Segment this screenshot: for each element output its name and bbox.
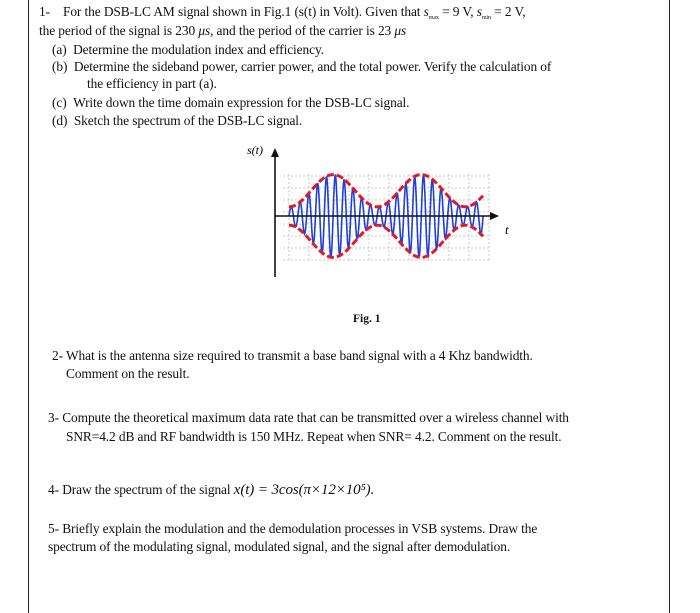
x-axis-label: t <box>505 222 509 237</box>
part-b-text: Determine the sideband power, carrier power, and the total power. Verify the calculation of <box>73 59 552 74</box>
q4-line <box>48 482 374 499</box>
part-d-label: (d) <box>52 113 68 128</box>
smin-subscript: min <box>481 15 491 21</box>
smax-subscript: max <box>428 15 439 21</box>
y-axis-label: s(t) <box>247 143 263 157</box>
part-b-text-2: the efficiency in part (a). <box>87 76 217 91</box>
q1-number: 1- <box>39 4 50 19</box>
q1-part-c <box>52 95 409 111</box>
part-d-text: Sketch the spectrum of the DSB-LC signal. <box>73 113 303 128</box>
q2-line2: Comment on the result. <box>66 366 190 381</box>
figure-1 <box>247 142 513 297</box>
smin-symbol: s <box>476 4 482 19</box>
q5-line2: spectrum of the modulating signal, modulated signal, and the signal after demodulation. <box>48 539 511 554</box>
q4-text: 4- Draw the spectrum of the signal <box>48 482 231 497</box>
unit-microsecond-2: μs <box>394 23 407 38</box>
q1-line2 <box>39 23 406 39</box>
document-page <box>28 0 670 613</box>
q3-line2: SNR=4.2 dB and RF bandwidth is 150 MHz. Repeat when SNR= 4.2. Comment on the result. <box>66 429 562 444</box>
smin-value: = 2 V, <box>494 4 526 19</box>
q1-line1 <box>39 4 526 21</box>
part-c-text: Write down the time domain expression for the DSB-LC signal. <box>73 95 410 110</box>
unit-microsecond-1: μs <box>198 23 211 38</box>
q2-line1: 2- What is the antenna size required to transmit a base band signal with a 4 Khz bandwidth. <box>52 348 533 363</box>
part-c-label: (c) <box>52 95 67 110</box>
q1-part-a <box>52 42 324 58</box>
smax-symbol: s <box>423 4 429 19</box>
part-a-label: (a) <box>52 42 67 57</box>
q1-intro: For the DSB-LC AM signal shown in Fig.1 (s(t) in Volt). Given that <box>62 4 421 19</box>
signal-period-text: the period of the signal is 230 <box>39 23 196 38</box>
q4-equation: x(t) = 3cos(π×12×10⁵). <box>233 482 375 498</box>
x-axis-arrow-icon <box>490 212 499 220</box>
carrier-period-text: , and the period of the carrier is 23 <box>210 23 392 38</box>
smax-value: = 9 V, <box>442 4 474 19</box>
q3-line1: 3- Compute the theoretical maximum data rate that can be transmitted over a wireless channel with <box>48 410 569 425</box>
q1-part-b-cont <box>87 76 217 92</box>
envelope-lower <box>289 225 483 257</box>
y-axis-arrow-icon <box>271 148 279 157</box>
q1-part-d <box>52 113 302 129</box>
figure-caption: Fig. 1 <box>353 313 381 325</box>
part-b-label: (b) <box>52 59 68 74</box>
part-a-text: Determine the modulation index and efficiency. <box>73 42 324 57</box>
q5-line1: 5- Briefly explain the modulation and the demodulation processes in VSB systems. Draw the <box>48 521 538 536</box>
am-signal-plot <box>247 142 513 292</box>
q1-part-b <box>52 59 551 75</box>
